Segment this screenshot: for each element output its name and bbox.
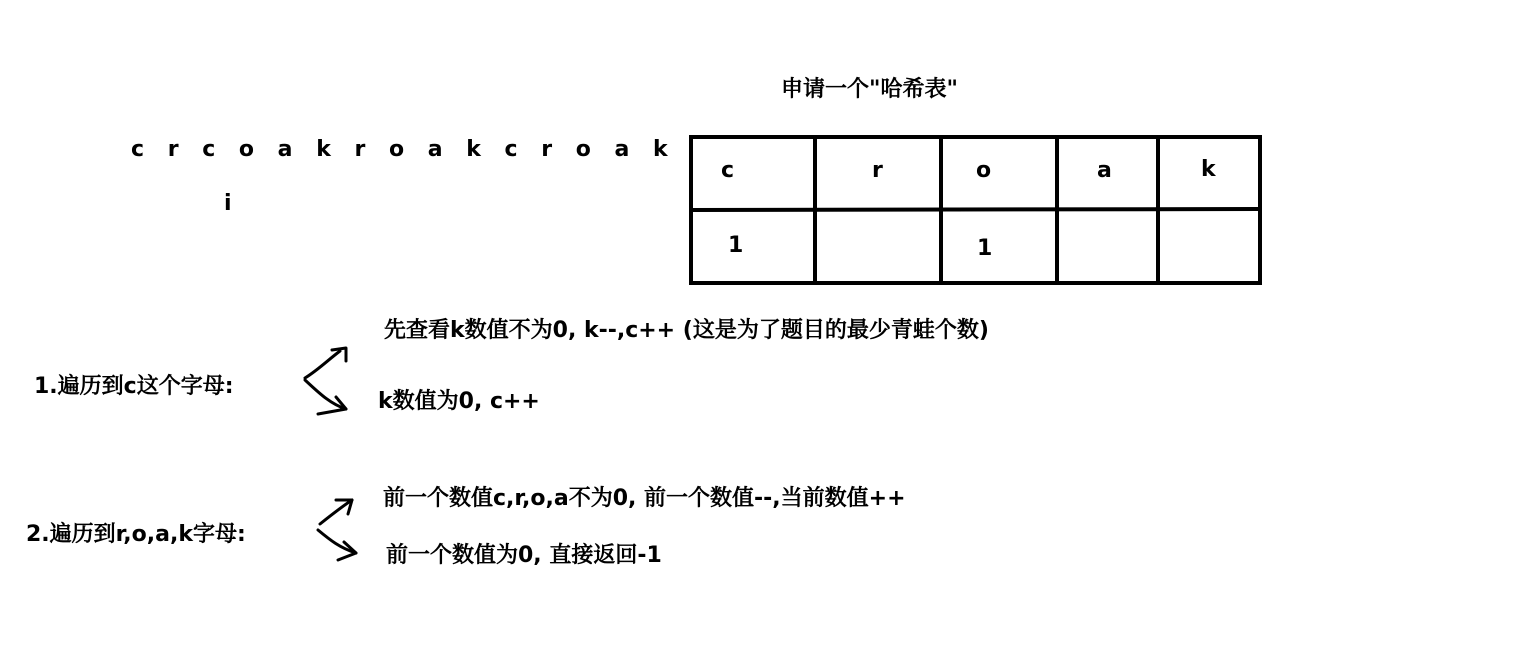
table-header-o: o (976, 158, 992, 183)
table-value-o: 1 (977, 236, 993, 261)
rule-1-label: 1.遍历到c这个字母: (34, 374, 234, 399)
rule-1-arrows (305, 348, 346, 414)
rule-2-label: 2.遍历到r,o,a,k字母: (26, 522, 246, 547)
rule-1-branch-zero: k数值为0, c++ (378, 389, 540, 414)
rule-2-arrows (318, 500, 356, 560)
table-header-a: a (1097, 158, 1112, 183)
table-header-r: r (872, 158, 883, 183)
rule-1-upper-arrow (305, 351, 340, 378)
input-sequence: c r c o a k r o a k c r o a k (131, 137, 676, 162)
table-value-c: 1 (728, 233, 744, 258)
index-pointer: i (224, 191, 232, 216)
rule-1-branch-nonzero: 先查看k数值不为0, k--,c++ (这是为了题目的最少青蛙个数) (384, 318, 989, 343)
rule-2-branch-nonzero: 前一个数值c,r,o,a不为0, 前一个数值--,当前数值++ (383, 486, 906, 511)
hash-table-title: 申请一个"哈希表" (781, 77, 958, 102)
rule-2-branch-zero: 前一个数值为0, 直接返回-1 (386, 543, 662, 568)
table-header-k: k (1201, 157, 1216, 182)
table-header-c: c (721, 158, 735, 183)
rule-1-lower-arrow (305, 380, 346, 409)
